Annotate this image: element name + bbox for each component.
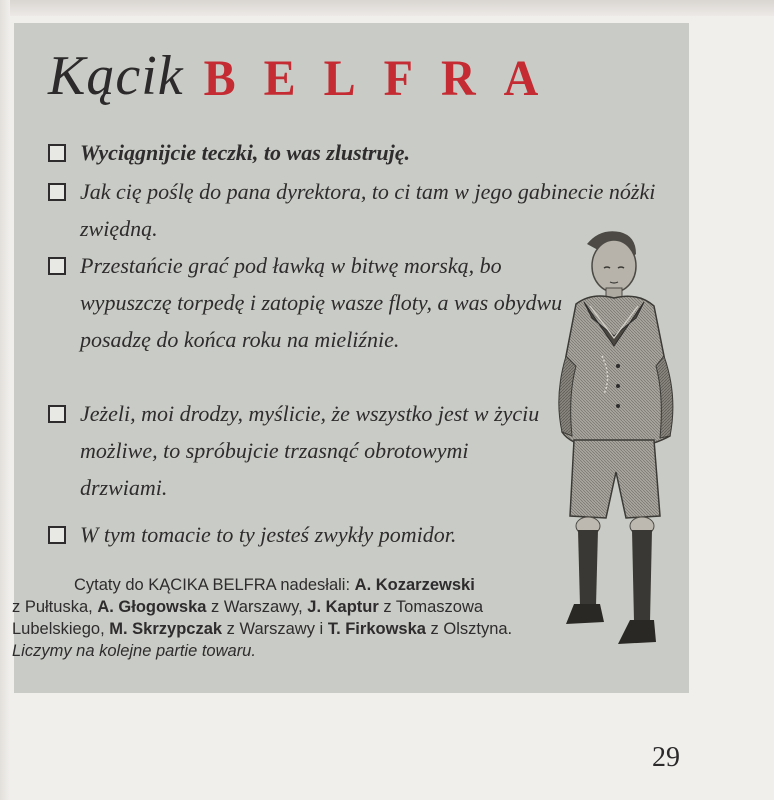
contributor-name: J. Kaptur [307,598,379,616]
credits-line [12,596,574,618]
checkbox-icon [48,257,66,275]
checkbox-icon [48,526,66,544]
quote-item [48,395,548,506]
credits-closing [12,640,574,662]
page-title [48,44,566,114]
quote-text: Jak cię poślę do pana dyrektora, to ci tam w jego gabinecie nóżki zwiędną. [80,179,656,241]
credits-line [74,574,574,596]
quote-text: Wyciągnijcie teczki, to was zlustruję. [80,140,411,165]
contributor-name: A. Głogowska [97,598,207,616]
page-top-edge [0,0,774,16]
quote-text: W tym tomacie to ty jesteś zwykły pomidor. [80,522,457,547]
title-kacik: Kącik [48,45,184,107]
credits-intro: Cytaty do KĄCIKA BELFRA nadesłali: [74,576,351,594]
contributor-town: Lubelskiego, [12,620,105,638]
quote-item [48,134,568,171]
page-left-edge [0,0,10,800]
quote-text: Przestańcie grać pod ławką w bitwę morską, bo wypuszczę torpedę i zatopię wasze floty, a was obydwu posadzę do końca roku na mieliźnie. [80,253,563,352]
page-number: 29 [652,742,680,773]
contributor-name: T. Firkowska [327,620,426,638]
contributor-town: z Warszawy, [211,598,303,616]
contributor-name: A. Kozarzewski [354,576,475,594]
credits-line [12,618,574,640]
quote-item [48,247,568,358]
contributor-name: M. Skrzypczak [109,620,223,638]
contributor-town: z Tomaszowa [383,598,484,616]
contributor-town: z Pułtuska, [12,598,93,616]
quote-text: Jeżeli, moi drodzy, myślicie, że wszystko jest w życiu możliwe, to spróbujcie trzasnąć obrotowymi drzwiami. [80,401,540,500]
checkbox-icon [48,183,66,201]
contributor-town: z Olsztyna. [430,620,513,638]
quote-item [48,516,568,553]
checkbox-icon [48,144,66,162]
title-belfra: BELFRA [203,50,567,107]
closing-text: Liczymy na kolejne partie towaru. [12,642,256,660]
contributor-town: z Warszawy i [226,620,324,638]
credits-block [12,574,574,662]
boy-illustration [532,226,692,666]
checkbox-icon [48,405,66,423]
